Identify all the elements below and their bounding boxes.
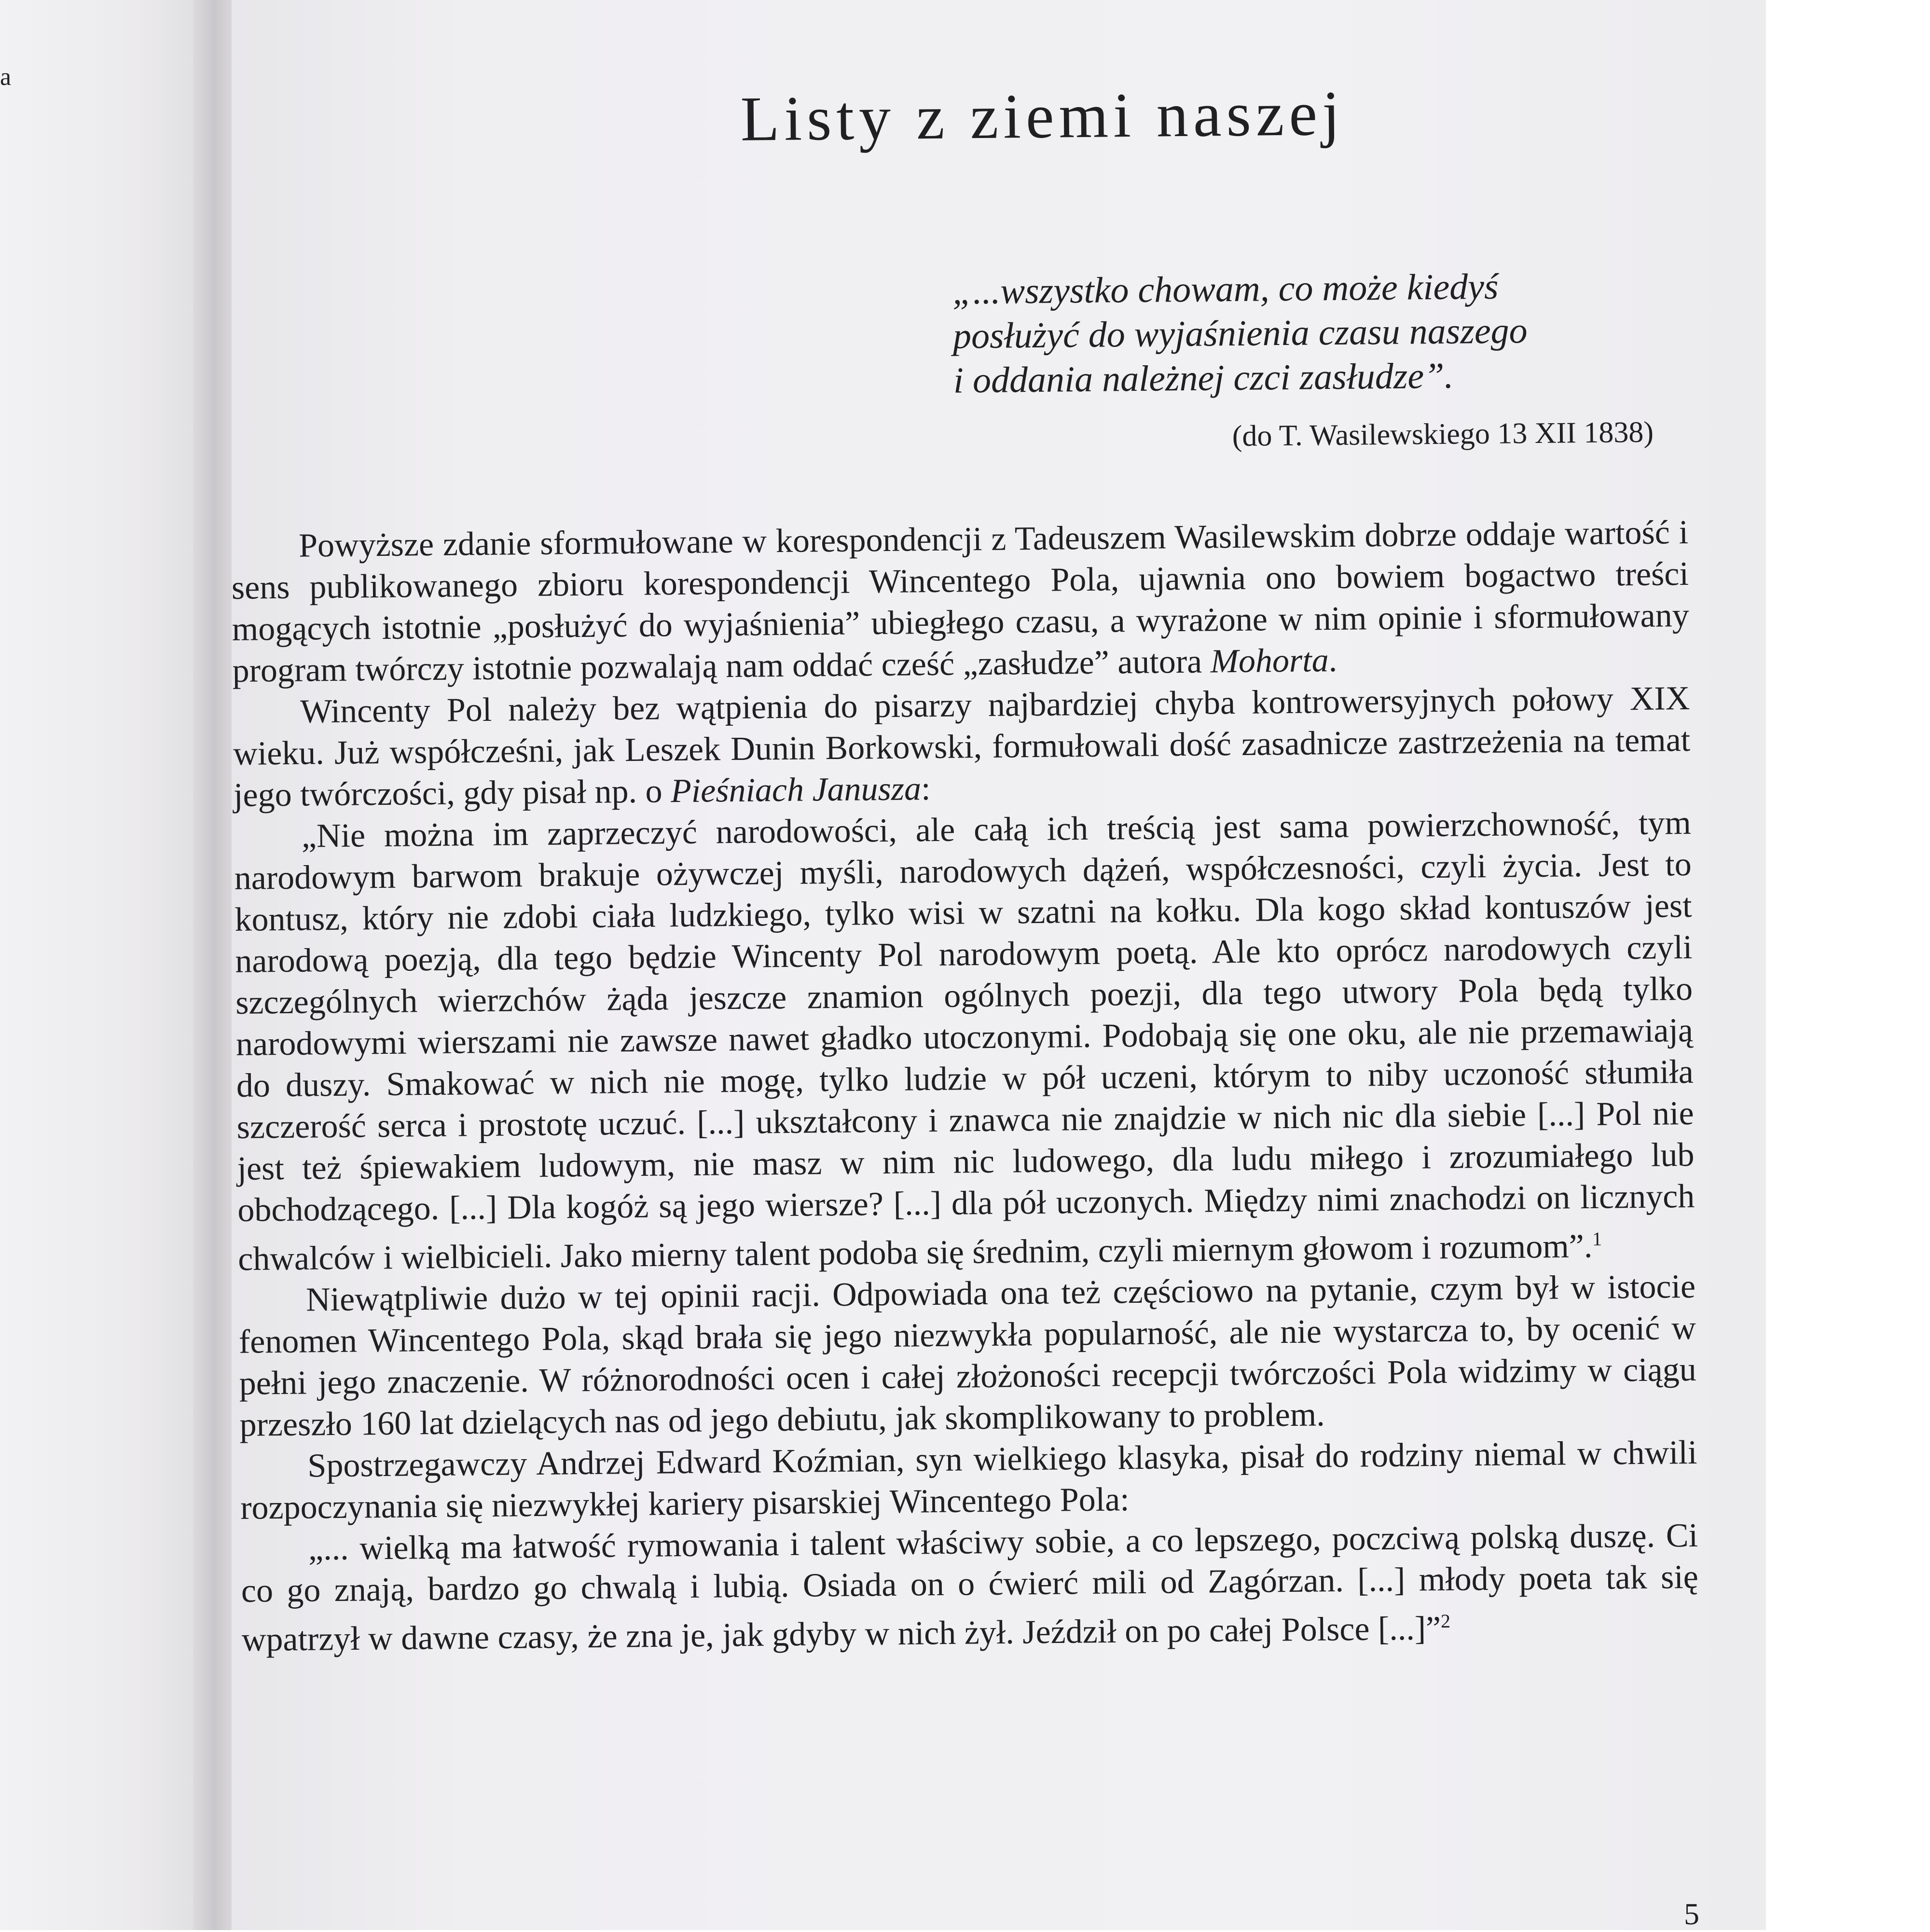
footnote-ref[interactable]: 2 [1440,1610,1451,1632]
paragraph-text: Spostrzegawczy Andrzej Edward Koźmian, syn wielkiego klasyka, pisał do rodziny niemal w chwili rozpoczynania się niezwykłej kariery pisarskiej Wincentego Pola: [240,1434,1697,1527]
paragraph [231,512,1690,692]
quote-paragraph [241,1515,1699,1661]
paragraph-text: Wincenty Pol należy bez wątpienia do pisarzy najbardziej chyba kontrowersyjnych połowy XIX wieku. Już współcześni, jak Leszek Dunin Borkowski, formułowali dość zasadnicze zastrzeżenia na temat jego twórczości, gdy pisał np. o [233,679,1691,814]
italic-title: Pieśniach Janusza [670,770,922,810]
quote-paragraph [234,802,1696,1280]
footnote-ref[interactable]: 1 [1592,1228,1602,1250]
epigraph [952,262,1687,403]
paragraph [240,1432,1698,1529]
page-number: 5 [1684,1897,1699,1931]
page-edge-background [1766,0,1930,1930]
epigraph-line: posłużyć do wyjaśnienia czasu naszego [952,310,1528,357]
epigraph-source: (do T. Wasilewskiego 13 XII 1838) [1232,415,1654,453]
paragraph-text: . [1328,641,1337,679]
paragraph [233,678,1691,816]
chapter-title: Listy z ziemi naszej [740,77,1345,154]
paragraph-text: „Nie można im zaprzeczyć narodowości, ale całą ich treścią jest sama powierzchowność, tym narodowym barwom brakuje ożywczej myśli, narodowych dążeń, współczesności, czyli życia. Jest to kontusz, który nie zdobi ciała ludzkiego, tylko wisi w szatni na kołku. Dla kogo skład kontuszów jest narodową poezją, dla tego będzie Wincenty Pol narodowym poetą. Ale kto oprócz narodowych czyli szczególnych wierzchów żąda jeszcze znamion ogólnych poezji, dla tego utwory Pola będą tylko narodowymi wierszami nie zawsze nawet gładko utoczonymi. Podobają się one oku, ale nie przemawiają do duszy. Smakować w nich nie mogę, tylko ludzie w pół uczeni, którym to niby uczoność stłumiła szczerość serca i prostotę uczuć. [...] ukształcony i znawca nie znajdzie w nich nic dla siebie [...] Pol nie jest też śpiewakiem ludowym, nie masz w nim nic ludowego, dla ludu miłego i zrozumiałego lub obchodzącego. [...] Dla kogóż są jego wiersze? [...] dla pół uczonych. Między nimi znachodzi on licznych chwalców i wielbicieli. Jako mierny talent podoba się średnim, czyli miernym głowom i rozumom”. [234,804,1695,1278]
paragraph-text: Powyższe zdanie sformułowane w korespondencji z Tadeuszem Wasilewskim dobrze oddaje wartość i sens publikowanego zbioru korespondencji Wincentego Pola, ujawnia ono bowiem bogactwo treści mogących istotnie „posłużyć do wyjaśnienia” ubiegłego czasu, a wyrażone w nim opinie i sformułowany program twórczy istotnie pozwalają nam oddać cześć „zasłudze” autora [231,513,1690,690]
epigraph-line: i oddania należnej czci zasłudze”. [953,355,1454,401]
left-page-edge-letter: a [0,63,12,91]
page-content [227,73,1699,1661]
paragraph [238,1266,1697,1446]
paragraph-text: Niewątpliwie dużo w tej opinii racji. Odpowiada ona też częściowo na pytanie, czym był w istocie fenomen Wincentego Pola, skąd brała się jego niezwykła popularność, ale nie wystarcza to, by ocenić w pełni jego znaczenie. W różnorodności ocen i całej złożoności recepcji twórczości Pola widzimy w ciągu przeszło 160 lat dzielących nas od jego debiutu, jak skomplikowany to problem. [238,1268,1697,1444]
body-text [231,512,1699,1661]
italic-title: Mohorta [1210,642,1329,680]
epigraph-line: „...wszystko chowam, co może kiedyś [952,266,1499,312]
paragraph-text: „... wielką ma łatwość rymowania i talent właściwy sobie, a co lepszego, poczciwą polską duszę. Ci co go znają, bardzo go chwalą i lubią. Osiada on o ćwierć mili od Zagórzan. [...] młody poeta tak się wpatrzył w dawne czasy, że zna je, jak gdyby w nich żył. Jeździł on po całej Polsce [...]” [241,1517,1699,1659]
paragraph-text: : [921,770,931,808]
